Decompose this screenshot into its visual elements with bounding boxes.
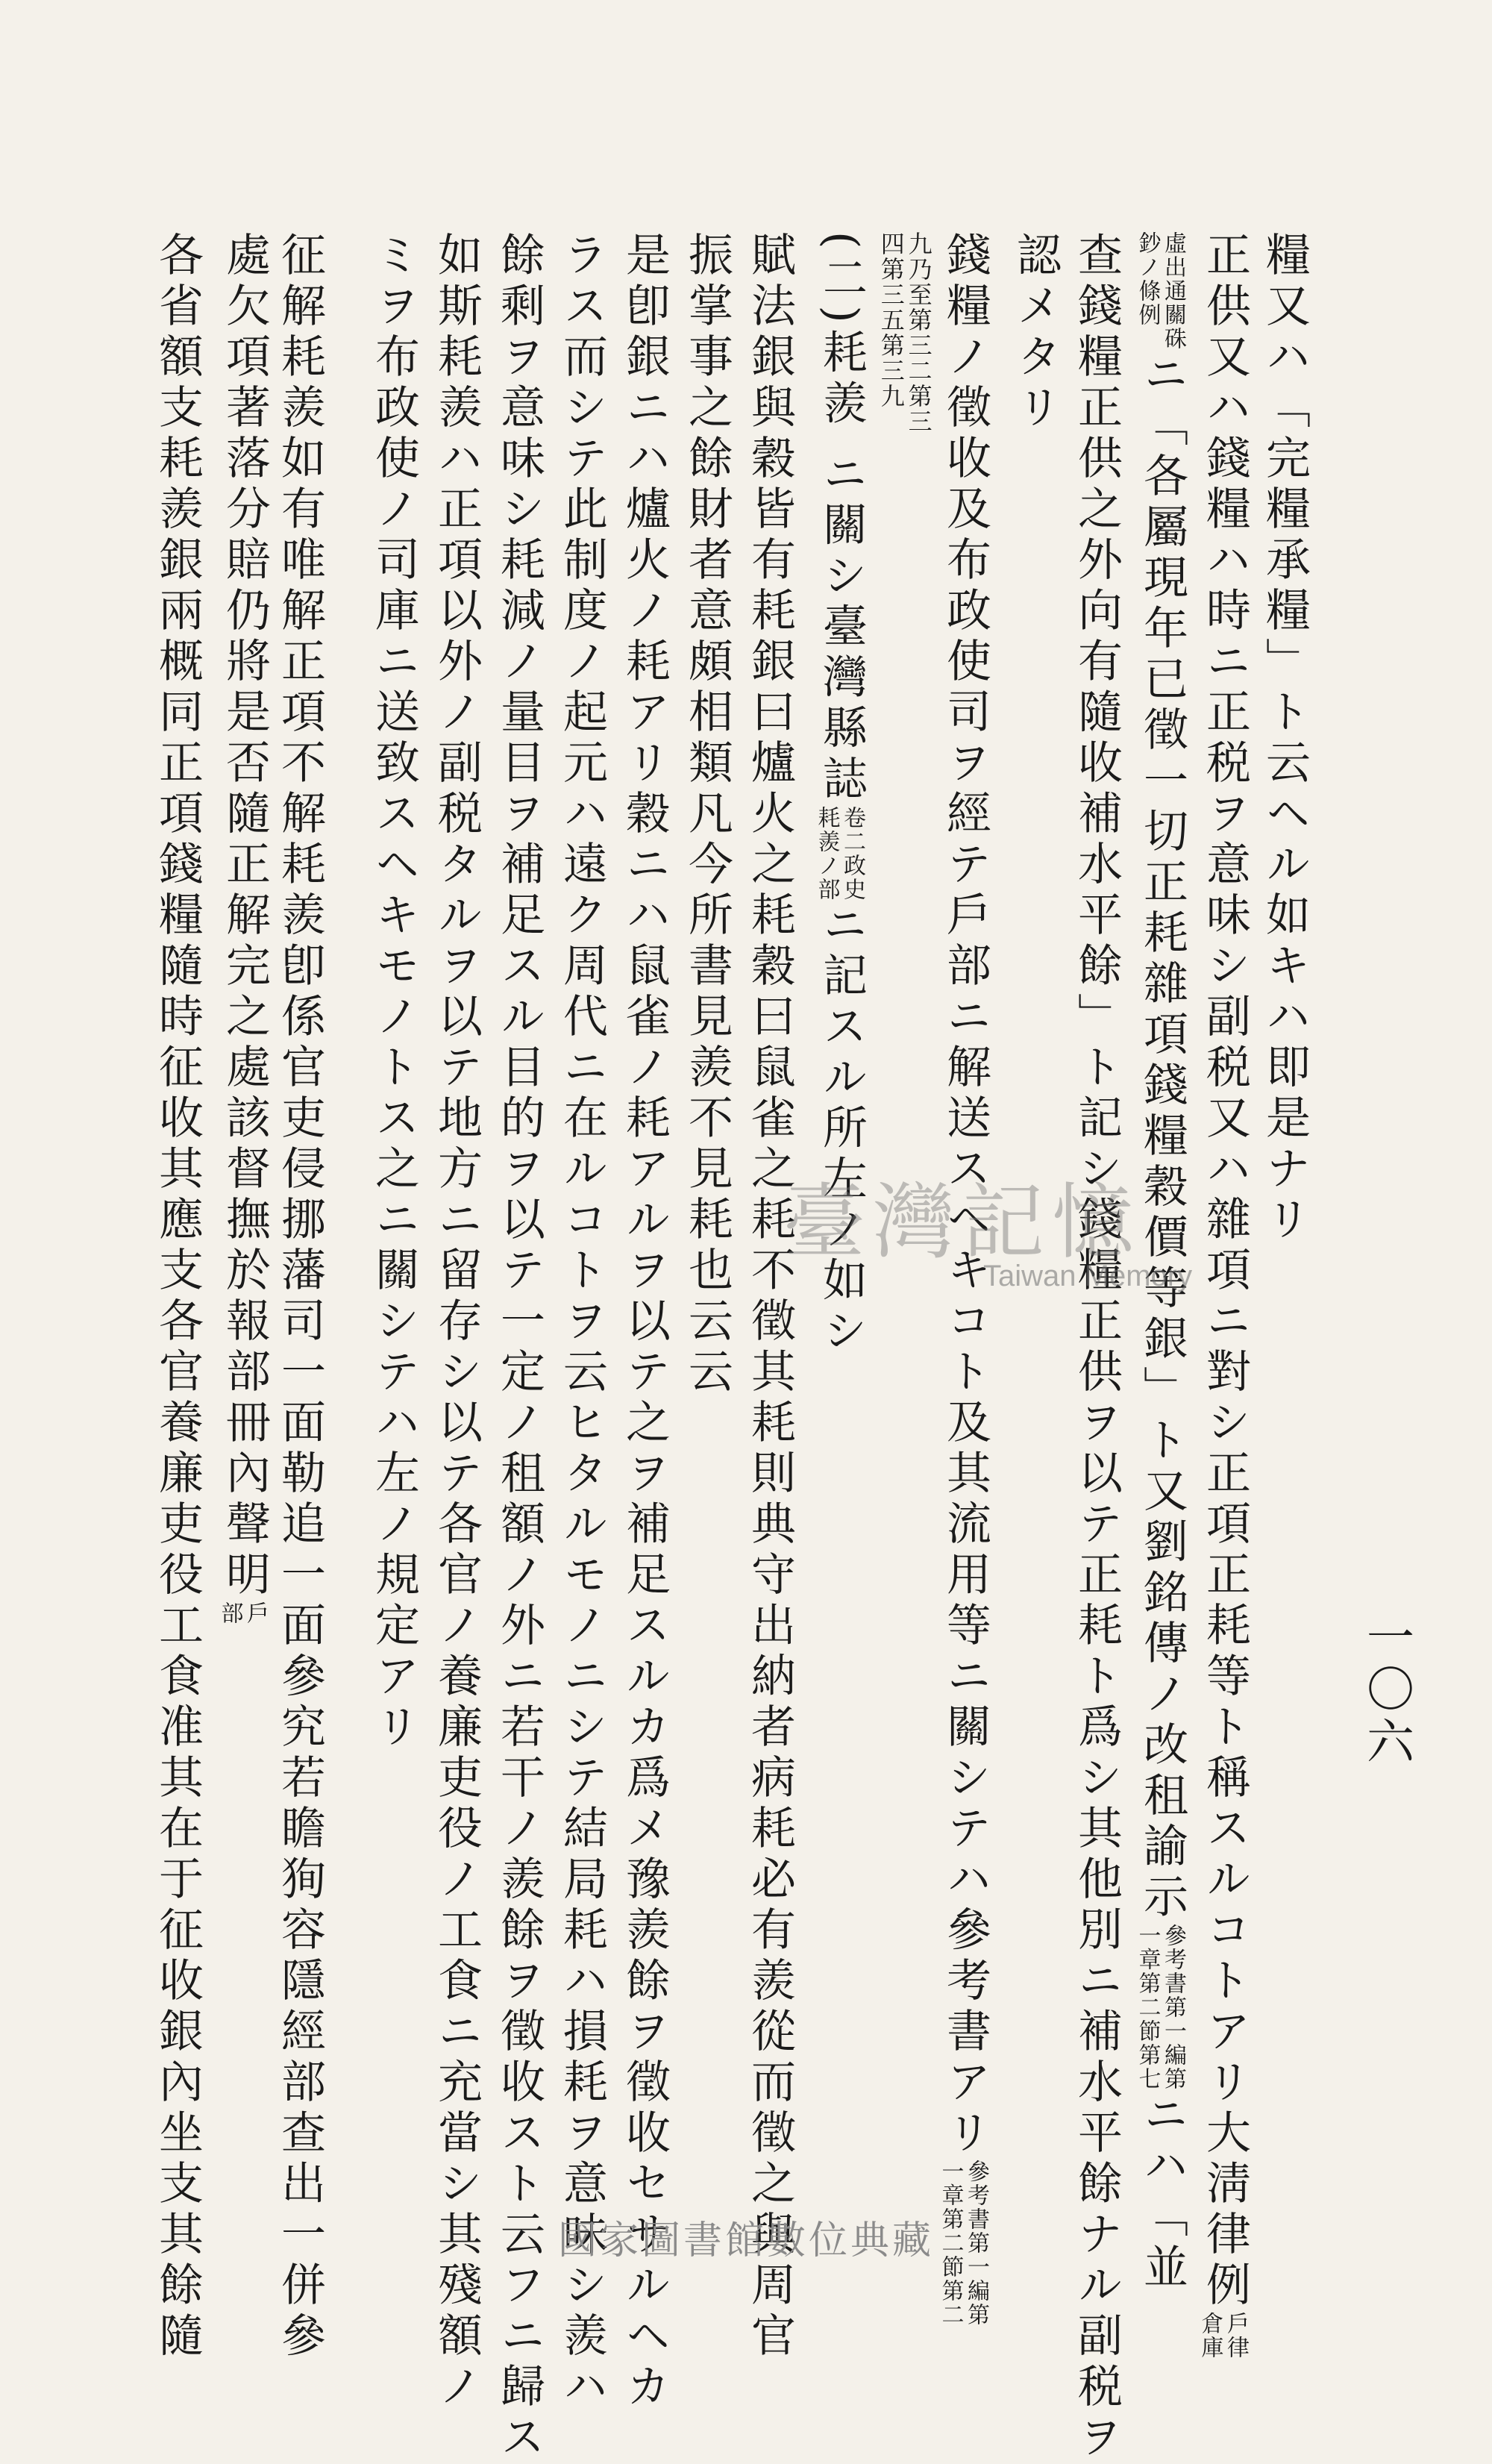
text-column-4: 查錢糧正供之外向有隨收補水平餘」ト記シ錢糧正供ヲ以テ正耗ト爲シ其他別ニ補水平餘ナル副税ヲ [1071, 231, 1123, 2464]
text-column-2: 正供又ハ錢糧ハ時ニ正税ヲ意味シ副税又ハ雜項ニ對シ正項正耗等ト稱スルコトアリ大淸律例戶律 倉庫 [1197, 231, 1251, 2360]
text-column-6: 錢糧ノ徵收及布政使司ヲ經テ戶部ニ解送スヘキコト及其流用等ニ關シテハ參考書アリ參考書第一編第 一章第二節第二 [937, 231, 991, 2327]
text-column-12: ラス而シテ此制度ノ起元ハ遠ク周代ニ在ルコトヲ云ヒタルモノニシテ結局耗ハ損耗ヲ意味シ羨ハ [556, 231, 608, 2413]
inline-note: 戶 部 [216, 1601, 269, 1625]
text-column-7-note: 九乃至第三二第三 四第三五第三九 [877, 231, 933, 434]
inline-note: 參考書第一編第 一章第二節第二 [937, 2160, 989, 2327]
text-column-14: 如斯耗羨ハ正項以外ノ副税タルヲ以テ地方ニ留存シ以テ各官ノ養廉吏役ノ工食ニ充當シ其殘額ノ [430, 231, 483, 2413]
inline-note: 參考書第一編第 一章第二節第七 [1134, 1924, 1186, 2091]
text-column-1: 糧又ハ「完糧承糧」ト云ヘル如キハ即是ナリ [1259, 231, 1311, 1246]
text-column-10: 振掌事之餘財者意頗相類凡今所書見羨不見耗也云云 [681, 231, 733, 1398]
text-column-16: 征解耗羨如有唯解正項不解耗羨卽係官吏侵挪藩司一面勒追一面參究若瞻狥容隱經部查出一併參 [274, 231, 326, 2363]
page-number: 一〇六 [1358, 1612, 1414, 1769]
text-column-15: ミヲ布政使ノ司庫ニ送致スヘキモノトス之ニ關シテハ左ノ規定アリ [368, 231, 420, 1754]
text-column-5: 認メタリ [1009, 231, 1062, 434]
text-column-17: 處欠項著落分賠仍將是否隨正解完之處該督撫於報部冊內聲明戶 部 [216, 231, 271, 1625]
watermark-subtitle: Taiwan Memory [983, 1260, 1193, 1292]
footer-credit: 國家圖書館數位典藏 [557, 2218, 934, 2263]
text-column-3: 虛出通關硃 鈔ノ條例ニ「各屬現年已徵一切正耗雜項錢糧穀價等銀」ト又劉銘傳ノ改租諭示參考書第一編第 一章第二節第七ニハ「並 [1134, 231, 1188, 2294]
inline-note: 戶律 倉庫 [1197, 2312, 1249, 2360]
text-column-8: (二)耗羨 ニ關シ臺灣縣誌卷二政史 耗羨ノ部ニ記スル所左ノ如シ [813, 231, 868, 1358]
inline-note: 虛出通關硃 鈔ノ條例 [1134, 231, 1186, 351]
watermark-logo: 臺灣記憶 [783, 1175, 1141, 1270]
text-column-13: 餘剩ヲ意味シ耗減ノ量目ヲ補足スル目的ヲ以テ一定ノ租額ノ外ニ若干ノ羨餘ヲ徵收スト云フニ歸ス [493, 231, 545, 2464]
text-column-18: 各省額支耗羨銀兩概同正項錢糧隨時征收其應支各官養廉吏役工食准其在于征收銀內坐支其餘隨 [151, 231, 204, 2363]
inline-note: 卷二政史 耗羨ノ部 [813, 805, 865, 901]
text-column-11: 是卽銀ニハ爐火ノ耗アリ穀ニハ鼠雀ノ耗アルヲ以テ之ヲ補足スルカ爲メ豫羨餘ヲ徵收セサルヘカ [618, 231, 671, 2413]
text-column-9: 賦法銀與穀皆有耗銀曰爐火之耗穀曰鼠雀之耗不徵其耗則典守出納者病耗必有羨從而徵之與周官 [744, 231, 796, 2363]
